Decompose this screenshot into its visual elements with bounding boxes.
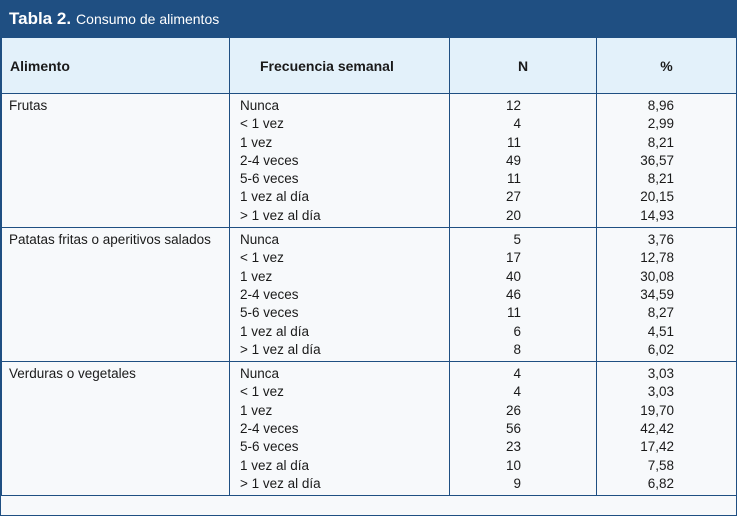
frecuencia-cell: 2-4 veces (240, 152, 299, 168)
n-cell: 49 (505, 152, 521, 168)
frecuencia-cell: < 1 vez (240, 384, 284, 400)
percent-cell: 3,03 (647, 366, 674, 382)
percent-cell: 8,21 (647, 134, 674, 150)
frecuencia-cell: Nunca (240, 98, 280, 113)
column-header-percent: % (597, 38, 737, 94)
n-cell: 4 (513, 384, 521, 400)
n-cell: 17 (505, 250, 521, 266)
percent-cell: 7,58 (647, 457, 674, 473)
percent-cell: 6,82 (647, 475, 674, 491)
n-cell: 9 (513, 475, 521, 491)
percent-cell: 19,70 (640, 402, 674, 418)
n-cell: 11 (506, 305, 521, 321)
n-cell: 11 (506, 171, 521, 187)
percent-cell: 20,15 (640, 189, 674, 205)
frecuencia-cell: 1 vez al día (240, 323, 310, 339)
percent-cell: 42,42 (640, 421, 674, 437)
n-cell: 20 (505, 207, 521, 223)
header-row (2, 38, 737, 94)
percent-cell: 3,76 (647, 232, 674, 248)
percent-cell: 30,08 (640, 268, 674, 284)
frecuencia-cell: Nunca (240, 366, 280, 382)
frecuencia-cell: > 1 vez al día (240, 341, 321, 357)
frecuencia-cell: 5-6 veces (240, 305, 299, 321)
n-cell: 8 (513, 341, 521, 357)
n-cell: 23 (505, 439, 521, 455)
frecuencia-cell: 5-6 veces (240, 439, 299, 455)
n-cell: 56 (505, 421, 521, 437)
percent-cell: 36,57 (640, 152, 674, 168)
n-cell: 4 (513, 366, 521, 382)
percent-cell: 14,93 (640, 207, 674, 223)
percent-cell: 34,59 (640, 286, 674, 302)
column-header-n: N (450, 38, 597, 94)
frecuencia-cell: > 1 vez al día (240, 475, 321, 491)
table-title-bar (1, 1, 736, 37)
frecuencia-cell: 1 vez al día (240, 457, 310, 473)
frecuencia-cell: Nunca (240, 232, 280, 248)
percent-cell: 17,42 (640, 439, 674, 455)
frecuencia-cell: 5-6 veces (240, 171, 299, 187)
frecuencia-cell: 1 vez (240, 402, 273, 418)
percent-cell: 6,02 (647, 341, 674, 357)
table-number: Tabla 2. (9, 9, 72, 28)
alimento-name: Patatas fritas o aperitivos salados (9, 232, 211, 248)
n-cell: 26 (505, 402, 521, 418)
table-title: Consumo de alimentos (76, 11, 220, 27)
alimento-name: Frutas (9, 98, 48, 113)
column-header-alimento: Alimento (2, 38, 230, 94)
frecuencia-cell: > 1 vez al día (240, 207, 321, 223)
alimento-name: Verduras o vegetales (9, 366, 136, 382)
n-cell: 5 (513, 232, 521, 248)
n-cell: 12 (505, 98, 521, 113)
table-group-row (2, 362, 737, 496)
percent-cell: 8,21 (647, 171, 674, 187)
n-cell: 10 (505, 457, 521, 473)
n-cell: 46 (505, 286, 521, 302)
n-cell: 6 (513, 323, 521, 339)
percent-cell: 8,27 (647, 305, 674, 321)
frecuencia-cell: 1 vez (240, 134, 273, 150)
frecuencia-cell: 1 vez (240, 268, 273, 284)
n-cell: 27 (505, 189, 521, 205)
n-cell: 4 (513, 116, 521, 132)
data-table (1, 37, 737, 496)
frecuencia-cell: 1 vez al día (240, 189, 310, 205)
percent-cell: 2,99 (647, 116, 674, 132)
frecuencia-cell: < 1 vez (240, 250, 284, 266)
table-group-row (2, 94, 737, 228)
percent-cell: 4,51 (647, 323, 674, 339)
n-cell: 40 (505, 268, 521, 284)
percent-cell: 12,78 (640, 250, 674, 266)
percent-cell: 8,96 (647, 98, 674, 113)
column-header-frecuencia: Frecuencia semanal (230, 38, 450, 94)
table-group-row (2, 228, 737, 362)
frecuencia-cell: 2-4 veces (240, 421, 299, 437)
frecuencia-cell: < 1 vez (240, 116, 284, 132)
n-cell: 11 (506, 134, 521, 150)
percent-cell: 3,03 (647, 384, 674, 400)
frecuencia-cell: 2-4 veces (240, 286, 299, 302)
